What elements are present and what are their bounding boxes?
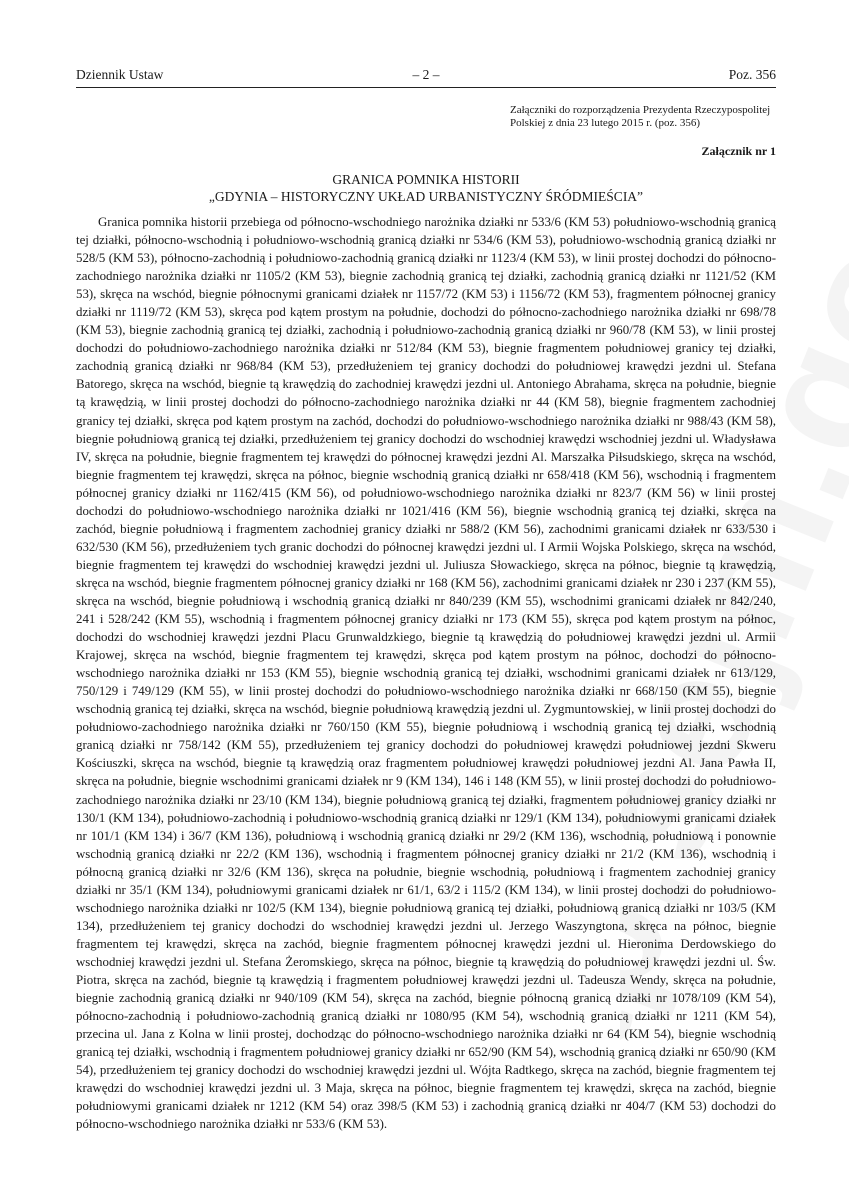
boundary-description: Granica pomnika historii przebiega od północno-wschodniego narożnika działki nr 533/6 (KM 53) południowo-wschodnią granicą tej działki, północno-wschodnią i południowo-wschodnią granicą działki nr 534/6 (KM 53), południowo-wschodnią granicą działki nr 528/5 (KM 53), północno-zachodnią i południowo-zachodnią granicą działki nr 1123/4 (KM 53), w linii prostej dochodzi do północno-zachodniego narożnika działki nr 1105/2 (KM 53), biegnie zachodnią granicą tej działki, zachodnią granicą działki nr 1121/52 (KM 53), skręca na wschód, biegnie północnymi granicami działek nr 1157/72 (KM 53) i 1156/72 (KM 53), fragmentem północnej granicy działki nr 1119/72 (KM 53), skręca pod kątem prostym na południe, dochodzi do północno-zachodniego narożnika działki nr 698/78 (KM 53), biegnie zachodnią granicą tej działki, zachodnią i południowo-zachodnią granicą działki nr 960/78 (KM 53), w linii prostej dochodzi do południowo-zachodniego narożnika działki nr 512/84 (KM 53), biegnie fragmentem południowej granicy tej działki, zachodnią granicą działki nr 968/84 (KM 53), przedłużeniem tej granicy dochodzi do południowej krawędzi jezdni ul. Stefana Batorego, skręca na wschód, biegnie tą krawędzią do zachodniej krawędzi jezdni ul. Antoniego Abrahama, skręca na południe, biegnie tą krawędzią, w linii prostej dochodzi do północno-zachodniego narożnika działki nr 44 (KM 58), biegnie fragmentem zachodniej granicy tej działki, skręca pod kątem prostym na zachód, dochodzi do południowo-wschodniego narożnika działki nr 988/43 (KM 58), biegnie południową granicą tej działki, przedłużeniem tej granicy dochodzi do wschodniej krawędzi wschodniej jezdni ul. Władysława IV, skręca na południe, biegnie fragmentem tej krawędzi do północnej krawędzi jezdni Al. Marszałka Piłsudskiego, skręca na wschód, biegnie fragmentem tej krawędzi, skręca na północ, biegnie wschodnią granicą działki nr 658/418 (KM 56), wschodnią i fragmentem północnej granicy działki nr 1162/415 (KM 56), od południowo-wschodniego narożnika działki nr 823/7 (KM 56) w linii prostej dochodzi do południowo-wschodniego narożnika działki nr 1021/416 (KM 56), biegnie wschodnią granicą tej działki, skręca na zachód, biegnie południową i fragmentem zachodniej granicy działki nr 588/2 (KM 56), zachodnimi granicami działek nr 633/530 i 632/530 (KM 56), przedłużeniem tych granic dochodzi do północnej krawędzi jezdni ul. I Armii Wojska Polskiego, skręca na wschód, biegnie fragmentem tej krawędzi do wschodniej krawędzi jezdni ul. Juliusza Słowackiego, skręca na północ, biegnie tą krawędzią, skręca na wschód, biegnie fragmentem północnej granicy działki nr 168 (KM 56), zachodnimi granicami działek nr 230 i 237 (KM 55), skręca na wschód, biegnie południową i wschodnią granicą działki nr 840/239 (KM 55), wschodnimi granicami działek nr 842/240, 241 i 528/242 (KM 55), wschodnią i fragmentem północnej granicy działki nr 173 (KM 55), skręca pod kątem prostym na północ, dochodzi do wschodniej krawędzi jezdni Placu Grunwaldzkiego, biegnie tą krawędzią do południowej krawędzi jezdni ul. Armii Krajowej, skręca na wschód, biegnie fragmentem tej krawędzi, skręca pod kątem prostym na północ, dochodzi do północno-wschodniego narożnika działki nr 153 (KM 55), biegnie wschodnią granicą tej działki, wschodnimi granicami działek nr 613/129, 750/129 i 749/129 (KM 55), w linii prostej dochodzi do południowo-wschodniego narożnika działki nr 668/150 (KM 55), biegnie wschodnią granicą tej działki, skręca na wschód, biegnie południową krawędzią jezdni ul. Zygmuntowskiej, w linii prostej dochodzi do południowo-zachodniego narożnika działki nr 760/150 (KM 55), biegnie południową i wschodnią granicą tej działki, wschodnią granicą działki nr 758/142 (KM 55), przedłużeniem tej granicy dochodzi do południowej krawędzi południowej jezdni Skweru Kościuszki, skręca na wschód, biegnie tą krawędzią oraz fragmentem południowej krawędzi południowej jezdni Al. Jana Pawła II, skręca na południe, biegnie wschodnimi granicami działek nr 9 (KM 134), 146 i 148 (KM 55), w linii prostej dochodzi do południowo-zachodniego narożnika działki nr 23/10 (KM 134), biegnie południową granicą tej działki, fragmentem południowej granicy działki nr 130/1 (KM 134), południowo-zachodnią i południowo-wschodnią granicą działki nr 129/1 (KM 134), południowymi granicami działek nr 101/1 (KM 134) i 36/7 (KM 136), południową i wschodnią granicą działki nr 29/2 (KM 136), wschodnią, południową i ponownie wschodnią granicą działki nr 22/2 (KM 136), wschodnią i fragmentem północnej granicy działki nr 21/2 (KM 136), wschodnią i północną granicą działki nr 32/6 (KM 136), skręca na południe, biegnie wschodnią, południową i fragmentem zachodniej granicy działki nr 35/1 (KM 134), południowymi granicami działek nr 61/1, 63/2 i 115/2 (KM 134), w linii prostej dochodzi do południowo-wschodniego narożnika działki nr 102/5 (KM 134), biegnie południową granicą tej działki, południową granicą działki nr 103/5 (KM 134), przedłużeniem tej granicy dochodzi do wschodniej krawędzi jezdni ul. Jerzego Waszyngtona, skręca na północ, biegnie fragmentem tej krawędzi, skręca na zachód, biegnie fragmentem północnej krawędzi jezdni ul. Hieronima Derdowskiego do wschodniej krawędzi jezdni ul. Stefana Żeromskiego, skręca na północ, biegnie tą krawędzią do południowej krawędzi jezdni ul. Św. Piotra, skręca na zachód, biegnie tą krawędzią i fragmentem południowej krawędzi jezdni ul. Tadeusza Wendy, skręca na południe, biegnie zachodnią granicą działki nr 940/109 (KM 54), skręca na zachód, biegnie północną granicą działki nr 1078/109 (KM 54), północno-zachodnią i południowo-zachodnią granicą działki nr 1080/95 (KM 54), wschodnią granicą działki nr 1211 (KM 54), przecina ul. Jana z Kolna w linii prostej, dochodząc do północno-wschodniego narożnika działki nr 64 (KM 54), biegnie wschodnią granicą tej działki, wschodnią i fragmentem południowej granicy działki nr 652/90 (KM 54), wschodnią granicą działki nr 650/90 (KM 54), przedłużeniem tej granicy dochodzi do wschodniej krawędzi jezdni ul. Wójta Radtkego, skręca na zachód, biegnie fragmentem tej krawędzi do wschodniej krawędzi jezdni ul. 3 Maja, skręca na północ, biegnie fragmentem tej krawędzi, skręca na zachód, biegnie południowymi granicami działek nr 1212 (KM 54) oraz 398/5 (KM 53) i zachodnią granicą działki nr 404/7 (KM 53) dochodzi do północno-wschodniego narożnika działki nr 533/6 (KM 53). <box>76 215 776 1132</box>
title-line-2: „GDYNIA – HISTORYCZNY UKŁAD URBANISTYCZNY ŚRÓDMIEŚCIA” <box>208 189 644 204</box>
position-number: Poz. 356 <box>728 67 776 82</box>
title-line-1: GRANICA POMNIKA HISTORII <box>332 172 520 187</box>
attachment-note: Załączniki do rozporządzenia Prezydenta Rzeczypospolitej Polskiej z dnia 23 lutego 2015 r. (poz. 356) <box>510 104 771 129</box>
header-divider <box>76 87 776 88</box>
running-header <box>76 66 776 84</box>
attachment-label: Załącznik nr 1 <box>701 144 776 158</box>
page-number: – 2 – <box>412 67 440 82</box>
journal-name: Dziennik Ustaw <box>76 67 164 82</box>
document-title <box>76 171 776 205</box>
